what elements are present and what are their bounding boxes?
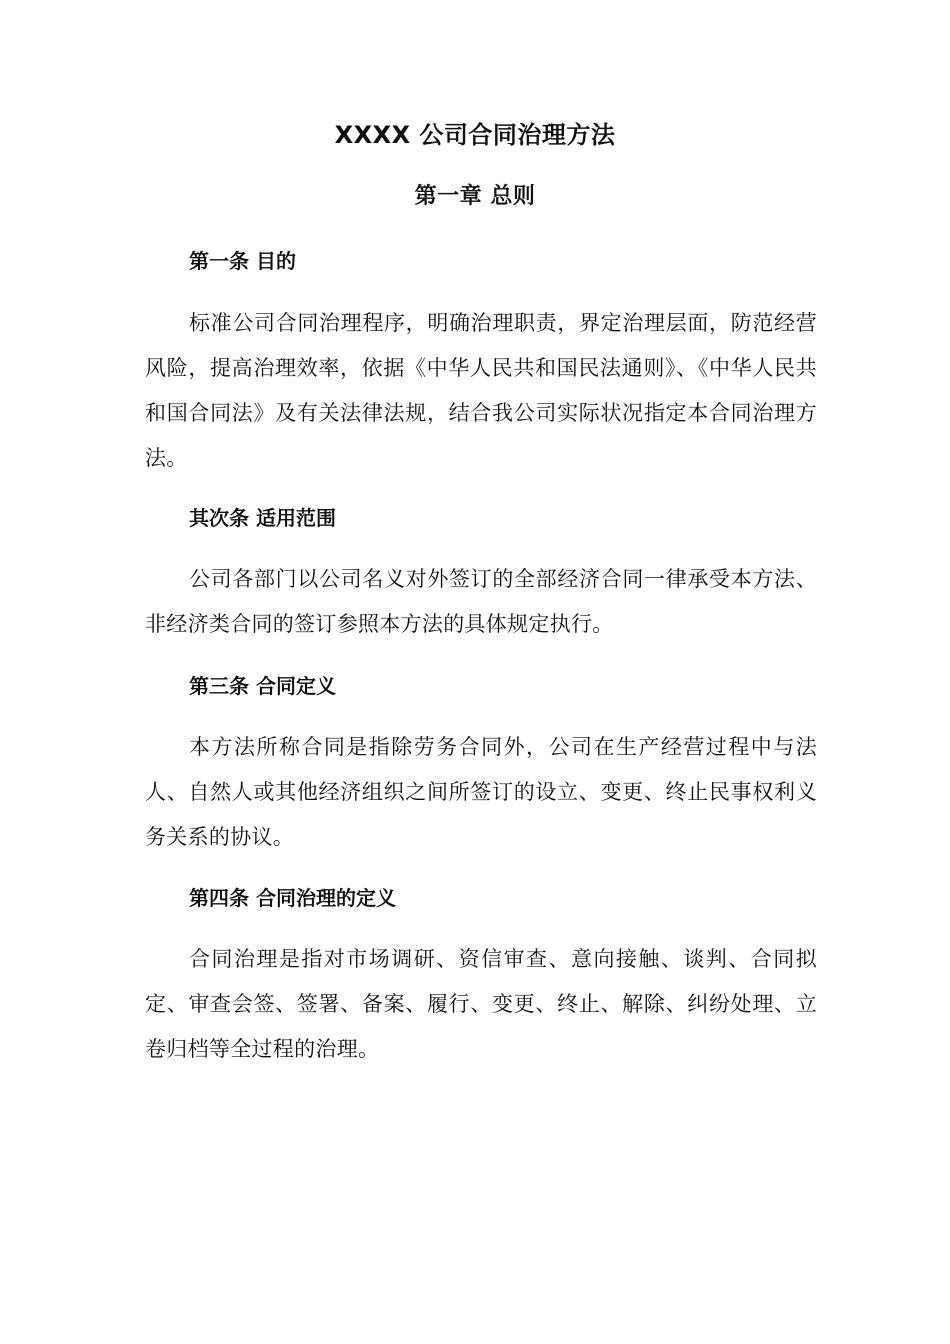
document-title: XXXX 公司合同治理方法 xyxy=(334,121,616,149)
article-body: 本方法所称合同是指除劳务合同外，公司在生产经营过程中与法人、自然人或其他经济组织之间所签订的设立、变更、终止民事权利义务关系的协议。 xyxy=(145,735,817,849)
article-heading: 第四条 合同治理的定义 xyxy=(189,886,396,910)
article-body: 合同治理是指对市场调研、资信审查、意向接触、谈判、合同拟定、审查会签、签署、备案、履行、变更、终止、解除、纠纷处理、立卷归档等全过程的治理。 xyxy=(145,947,817,1061)
chapter-title: 第一章 总则 xyxy=(414,184,536,209)
article-body: 标准公司合同治理程序，明确治理职责，界定治理层面，防范经营风险，提高治理效率，依据《中华人民共和国民法通则》、《中华人民共和国合同法》及有关法律法规，结合我公司实际状况指定本合同治理方法。 xyxy=(145,311,817,470)
article-heading: 第一条 目的 xyxy=(189,249,296,273)
article-body: 公司各部门以公司名义对外签订的全部经济合同一律承受本方法、非经济类合同的签订参照本方法的具体规定执行。 xyxy=(145,567,817,636)
article-heading: 其次条 适用范围 xyxy=(189,506,336,530)
article-heading: 第三条 合同定义 xyxy=(189,674,336,698)
